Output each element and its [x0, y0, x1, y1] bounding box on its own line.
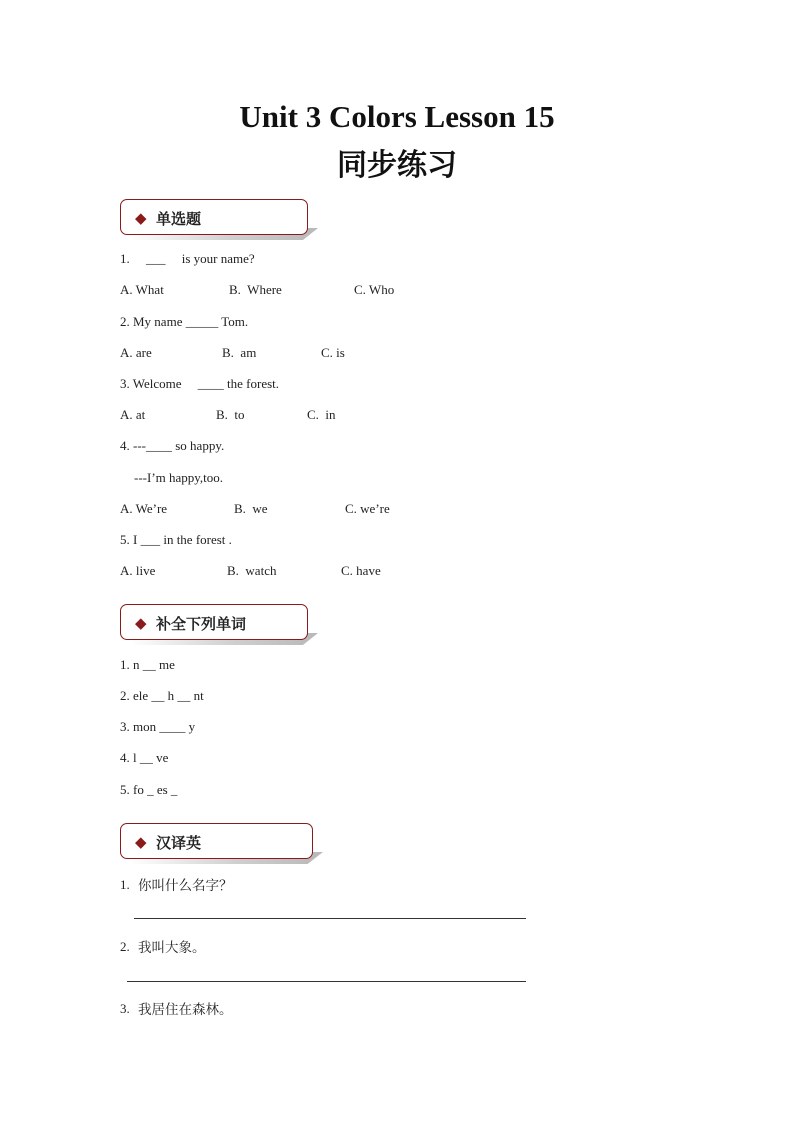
word-item: 4. l __ ve [120, 750, 169, 765]
word-item: 1. n __ me [120, 657, 175, 672]
option-c: C. have [341, 563, 381, 578]
question-stem-reply: ---I’m happy,too. [134, 470, 224, 485]
option-a: A. What [120, 282, 164, 297]
diamond-icon: ◆ [135, 833, 147, 851]
page-title: Unit 3 Colors Lesson 15 [239, 99, 555, 134]
option-c: C. is [321, 345, 345, 360]
answer-line[interactable] [127, 981, 526, 982]
option-a: A. at [120, 407, 146, 422]
translate-number: 2. [120, 939, 130, 954]
answer-line[interactable] [134, 918, 526, 919]
section-label: 补全下列单词 [156, 615, 247, 633]
question-stem: 3. Welcome ____ the forest. [120, 376, 280, 391]
option-b: B. am [222, 345, 257, 360]
option-b: B. we [234, 501, 268, 516]
translate-number: 3. [120, 1001, 130, 1016]
option-b: B. Where [229, 282, 282, 297]
section-header-box [120, 604, 308, 640]
question-stem: 4. ---____ so happy. [120, 438, 225, 453]
option-c: C. in [307, 407, 336, 422]
translate-number: 1. [120, 877, 130, 892]
page-subtitle: 同步练习 [337, 148, 457, 183]
word-item: 2. ele __ h __ nt [120, 688, 204, 703]
section-header-box [120, 823, 313, 859]
translate-prompt: 我居住在森林。 [138, 1002, 233, 1018]
question-stem: 2. My name _____ Tom. [120, 314, 249, 329]
translate-prompt: 我叫大象。 [138, 940, 206, 956]
option-a: A. live [120, 563, 156, 578]
diamond-icon: ◆ [135, 209, 147, 227]
section-label: 单选题 [156, 210, 202, 228]
diamond-icon: ◆ [135, 614, 147, 632]
question-stem: 1. ___ is your name? [120, 251, 255, 266]
question-stem: 5. I ___ in the forest . [120, 532, 232, 547]
word-item: 5. fo _ es _ [120, 782, 178, 797]
section-header-box [120, 199, 308, 235]
section-label: 汉译英 [156, 834, 202, 852]
option-c: C. we’re [345, 501, 390, 516]
option-a: A. We’re [120, 501, 168, 516]
translate-prompt: 你叫什么名字？ [138, 878, 233, 894]
option-b: B. to [216, 407, 245, 422]
option-c: C. Who [354, 282, 395, 297]
option-b: B. watch [227, 563, 277, 578]
option-a: A. are [120, 345, 152, 360]
word-item: 3. mon ____ y [120, 719, 196, 734]
